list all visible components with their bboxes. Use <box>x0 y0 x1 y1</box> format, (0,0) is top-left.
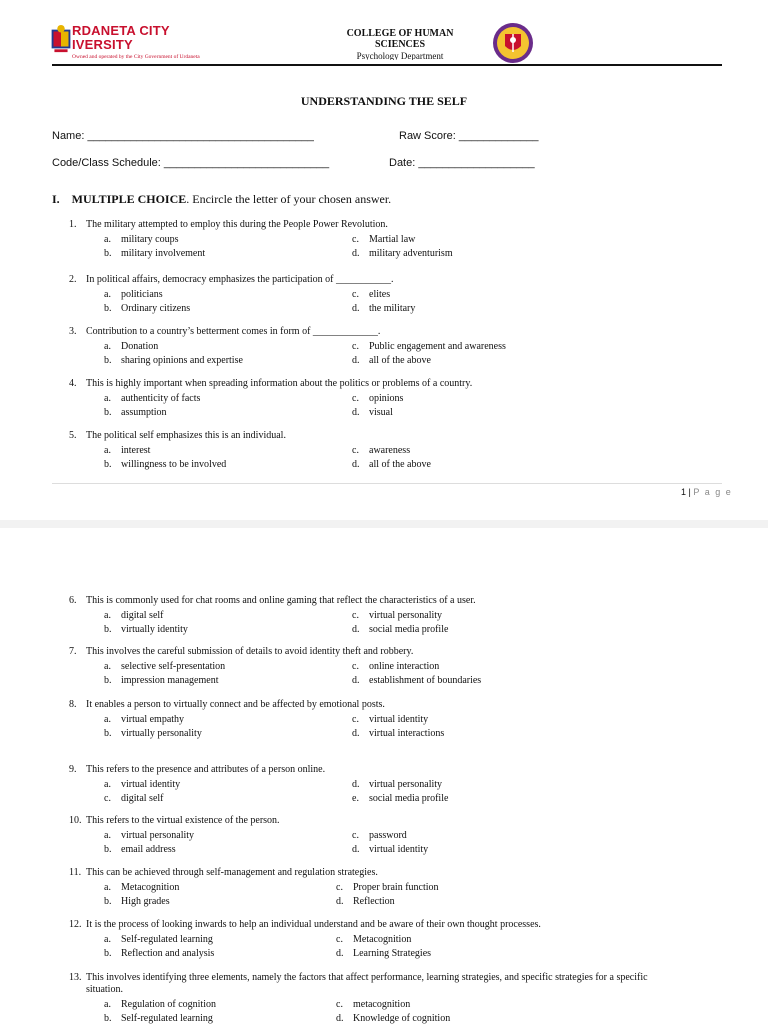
option-letter: c. <box>336 934 343 945</box>
option-text: Self-regulated learning <box>121 1013 213 1024</box>
option-letter: d. <box>352 355 360 366</box>
department-name: Psychology Department <box>356 51 444 60</box>
option-letter: c. <box>352 393 359 404</box>
option-letter: b. <box>104 459 112 470</box>
page-number-value: 1 <box>681 487 687 497</box>
option-letter: b. <box>104 675 112 686</box>
question-text: It is the process of looking inwards to help an individual understand and be aware of their own thought processes. <box>86 919 541 930</box>
option-letter: b. <box>104 303 112 314</box>
answer-option[interactable] <box>352 445 410 456</box>
option-text: sharing opinions and expertise <box>121 355 243 366</box>
question-number: 9. <box>69 764 77 775</box>
question-7 <box>69 646 413 657</box>
question-text: The political self emphasizes this is an individual. <box>86 430 286 441</box>
option-letter: d. <box>352 675 360 686</box>
answer-option[interactable] <box>352 289 390 300</box>
answer-option[interactable] <box>104 355 243 366</box>
option-letter: a. <box>104 714 111 725</box>
option-letter: b. <box>104 948 112 959</box>
option-letter: d. <box>352 407 360 418</box>
option-text: military coups <box>121 234 179 245</box>
answer-option[interactable] <box>104 896 170 907</box>
option-letter: d. <box>336 1013 344 1024</box>
option-letter: a. <box>104 999 111 1010</box>
page-number <box>681 487 732 497</box>
option-letter: a. <box>104 830 111 841</box>
option-letter: d. <box>352 248 360 259</box>
answer-option[interactable] <box>104 303 190 314</box>
answer-option[interactable] <box>352 234 415 245</box>
answer-option[interactable] <box>336 934 411 945</box>
option-text: Knowledge of cognition <box>353 1013 451 1024</box>
option-text: virtual identity <box>369 714 429 725</box>
answer-option[interactable] <box>352 728 444 739</box>
answer-option[interactable] <box>104 289 163 300</box>
question-number: 8. <box>69 699 77 710</box>
document-title: UNDERSTANDING THE SELF <box>300 94 468 108</box>
college-name-line1: COLLEGE OF HUMAN <box>346 28 454 39</box>
raw-score-field[interactable]: Raw Score: _____________ <box>399 130 539 142</box>
answer-option[interactable] <box>104 934 213 945</box>
question-text: In political affairs, democracy emphasizes the participation of ___________. <box>86 274 394 285</box>
option-text: online interaction <box>369 661 440 672</box>
answer-option[interactable] <box>104 234 179 245</box>
question-6 <box>69 595 476 606</box>
answer-option[interactable] <box>352 793 448 804</box>
option-letter: c. <box>352 234 359 245</box>
question-text: This can be achieved through self-management and regulation strategies. <box>86 867 378 878</box>
answer-option[interactable] <box>336 896 395 907</box>
option-text: metacognition <box>353 999 411 1010</box>
option-letter: a. <box>104 393 111 404</box>
answer-option[interactable] <box>352 393 403 404</box>
question-text: This involves the careful submission of details to avoid identity theft and robbery. <box>86 646 414 657</box>
option-letter: a. <box>104 661 111 672</box>
question-text: This refers to the virtual existence of the person. <box>86 815 280 826</box>
option-letter: d. <box>352 624 360 635</box>
option-letter: d. <box>352 303 360 314</box>
answer-option[interactable] <box>104 779 180 790</box>
option-letter: a. <box>104 289 111 300</box>
option-letter: d. <box>352 844 360 855</box>
question-number: 2. <box>69 274 77 285</box>
answer-option[interactable] <box>352 341 506 352</box>
option-text: Metacognition <box>353 934 412 945</box>
question-11 <box>69 867 378 878</box>
option-letter: d. <box>352 779 360 790</box>
option-letter: a. <box>104 610 111 621</box>
answer-option[interactable] <box>352 303 415 314</box>
option-text: elites <box>369 289 391 300</box>
question-number: 4. <box>69 378 77 389</box>
answer-option[interactable] <box>104 999 216 1010</box>
option-text: all of the above <box>369 355 431 366</box>
option-text: impression management <box>121 675 219 686</box>
option-letter: c. <box>104 793 111 804</box>
class-schedule-field[interactable]: Code/Class Schedule: ___________________________ <box>52 157 330 169</box>
option-text: Donation <box>121 341 159 352</box>
option-text: Reflection <box>353 896 395 907</box>
answer-option[interactable] <box>104 393 200 404</box>
option-text: opinions <box>369 393 404 404</box>
option-letter: b. <box>104 407 112 418</box>
option-text: social media profile <box>369 793 449 804</box>
college-seal-icon <box>492 22 534 64</box>
page-separator: | <box>688 487 691 497</box>
answer-option[interactable] <box>352 459 431 470</box>
university-name-line2: IVERSITY <box>72 37 133 52</box>
answer-option[interactable] <box>104 728 202 739</box>
option-letter: b. <box>104 728 112 739</box>
answer-option[interactable] <box>352 844 428 855</box>
answer-option[interactable] <box>352 407 393 418</box>
question-5 <box>69 430 286 441</box>
answer-option[interactable] <box>104 610 164 621</box>
option-text: digital self <box>121 610 164 621</box>
answer-option[interactable] <box>336 1013 450 1024</box>
section-instruction: . Encircle the letter of your chosen answer. <box>186 192 392 206</box>
answer-option[interactable] <box>104 459 226 470</box>
option-letter: a. <box>104 445 111 456</box>
option-text: interest <box>121 445 151 456</box>
option-letter: c. <box>336 882 343 893</box>
question-4 <box>69 378 472 389</box>
option-text: Reflection and analysis <box>121 948 215 959</box>
option-text: social media profile <box>369 624 449 635</box>
answer-option[interactable] <box>104 793 164 804</box>
answer-option[interactable] <box>104 661 225 672</box>
option-text: virtual personality <box>369 610 443 621</box>
answer-option[interactable] <box>352 675 481 686</box>
section-title: MULTIPLE CHOICE <box>71 192 187 206</box>
option-letter: b. <box>104 355 112 366</box>
option-text: virtual identity <box>369 844 429 855</box>
question-text: Contribution to a country’s betterment comes in form of _____________. <box>86 326 381 337</box>
question-2 <box>69 274 394 285</box>
option-text: military involvement <box>121 248 206 259</box>
option-letter: a. <box>104 882 111 893</box>
option-text: virtual identity <box>121 779 181 790</box>
college-name-line2: SCIENCES <box>374 39 426 50</box>
option-letter: b. <box>104 248 112 259</box>
option-letter: c. <box>336 999 343 1010</box>
question-10 <box>69 815 280 826</box>
option-letter: d. <box>352 728 360 739</box>
option-text: awareness <box>369 445 411 456</box>
option-text: virtually identity <box>121 624 188 635</box>
university-name <box>72 24 170 52</box>
option-letter: c. <box>352 661 359 672</box>
option-text: virtual interactions <box>369 728 445 739</box>
option-letter: e. <box>352 793 359 804</box>
answer-option[interactable] <box>104 830 194 841</box>
question-number: 6. <box>69 595 77 606</box>
question-number: 11. <box>69 867 82 878</box>
option-text: Regulation of cognition <box>121 999 216 1010</box>
college-name <box>340 28 460 50</box>
question-3 <box>69 326 380 337</box>
question-number: 12. <box>69 919 82 930</box>
answer-option[interactable] <box>104 248 205 259</box>
answer-option[interactable] <box>352 779 442 790</box>
option-text: High grades <box>121 896 170 907</box>
option-text: selective self-presentation <box>121 661 226 672</box>
date-field[interactable]: Date: ___________________ <box>389 157 535 169</box>
university-crest-icon <box>50 24 72 54</box>
answer-option[interactable] <box>352 830 407 841</box>
option-text: virtual personality <box>369 779 443 790</box>
option-letter: d. <box>336 896 344 907</box>
option-letter: c. <box>352 714 359 725</box>
option-letter: c. <box>352 341 359 352</box>
option-text: establishment of boundaries <box>369 675 482 686</box>
option-letter: b. <box>104 624 112 635</box>
option-text: Metacognition <box>121 882 180 893</box>
university-name-line1: RDANETA CITY <box>72 23 170 38</box>
answer-option[interactable] <box>104 341 158 352</box>
question-12 <box>69 919 541 930</box>
option-letter: b. <box>104 1013 112 1024</box>
answer-option[interactable] <box>336 999 410 1010</box>
question-number: 7. <box>69 646 77 657</box>
option-letter: d. <box>352 459 360 470</box>
answer-option[interactable] <box>352 661 439 672</box>
answer-option[interactable] <box>104 675 218 686</box>
option-text: military adventurism <box>369 248 453 259</box>
answer-option[interactable] <box>104 948 214 959</box>
answer-option[interactable] <box>352 610 442 621</box>
question-number: 5. <box>69 430 77 441</box>
answer-option[interactable] <box>352 248 453 259</box>
question-text-continued: situation. <box>86 984 123 995</box>
answer-option[interactable] <box>104 407 167 418</box>
option-text: all of the above <box>369 459 431 470</box>
question-8 <box>69 699 385 710</box>
option-text: virtual empathy <box>121 714 185 725</box>
answer-option[interactable] <box>104 1013 213 1024</box>
answer-option[interactable] <box>336 882 439 893</box>
option-letter: b. <box>104 896 112 907</box>
option-letter: c. <box>352 445 359 456</box>
option-text: digital self <box>121 793 164 804</box>
option-text: email address <box>121 844 176 855</box>
question-number: 13. <box>69 972 82 983</box>
option-text: Ordinary citizens <box>121 303 191 314</box>
question-text: This is commonly used for chat rooms and online gaming that reflect the characteristics of a user. <box>86 595 476 606</box>
option-text: politicians <box>121 289 163 300</box>
answer-option[interactable] <box>104 882 179 893</box>
option-letter: a. <box>104 341 111 352</box>
option-text: virtually personality <box>121 728 202 739</box>
answer-option[interactable] <box>104 445 150 456</box>
question-text: This involves identifying three elements, namely the factors that affect performance, learning strategies, and specific strategies for a specific <box>86 972 648 983</box>
option-letter: c. <box>352 830 359 841</box>
option-text: the military <box>369 303 416 314</box>
page-label: P a g e <box>693 487 733 497</box>
university-logo <box>50 22 230 64</box>
option-text: password <box>369 830 407 841</box>
question-text: The military attempted to employ this during the People Power Revolution. <box>86 219 388 230</box>
option-text: willingness to be involved <box>121 459 227 470</box>
section-number: I. <box>52 192 60 206</box>
answer-option[interactable] <box>104 844 176 855</box>
question-13 <box>69 972 648 983</box>
option-text: Public engagement and awareness <box>369 341 506 352</box>
option-text: virtual personality <box>121 830 195 841</box>
question-number: 3. <box>69 326 77 337</box>
answer-option[interactable] <box>104 624 188 635</box>
option-text: authenticity of facts <box>121 393 201 404</box>
option-letter: b. <box>104 844 112 855</box>
answer-option[interactable] <box>352 624 448 635</box>
option-letter: a. <box>104 779 111 790</box>
answer-option[interactable] <box>336 948 431 959</box>
option-letter: a. <box>104 934 111 945</box>
option-text: Self-regulated learning <box>121 934 213 945</box>
option-letter: c. <box>352 610 359 621</box>
option-text: Learning Strategies <box>353 948 432 959</box>
question-1 <box>69 219 388 230</box>
question-text: This refers to the presence and attributes of a person online. <box>86 764 326 775</box>
question-text: This is highly important when spreading information about the politics or problems of a country. <box>86 378 473 389</box>
option-letter: a. <box>104 234 111 245</box>
university-tagline: Owned and operated by the City Government of Urdaneta <box>72 54 200 60</box>
option-text: assumption <box>121 407 167 418</box>
name-field[interactable]: Name: _____________________________________ <box>52 130 314 142</box>
answer-option[interactable] <box>352 355 431 366</box>
option-text: Martial law <box>369 234 416 245</box>
header-rule <box>52 64 722 66</box>
document-page-2 <box>0 528 768 1024</box>
answer-option[interactable] <box>104 714 184 725</box>
footer-rule <box>52 483 722 484</box>
section-heading <box>52 192 391 207</box>
option-text: visual <box>369 407 393 418</box>
question-text: It enables a person to virtually connect and be affected by emotional posts. <box>86 699 385 710</box>
option-letter: c. <box>352 289 359 300</box>
question-9 <box>69 764 325 775</box>
question-number: 1. <box>69 219 77 230</box>
option-letter: d. <box>336 948 344 959</box>
question-number: 10. <box>69 815 82 826</box>
option-text: Proper brain function <box>353 882 439 893</box>
answer-option[interactable] <box>352 714 428 725</box>
